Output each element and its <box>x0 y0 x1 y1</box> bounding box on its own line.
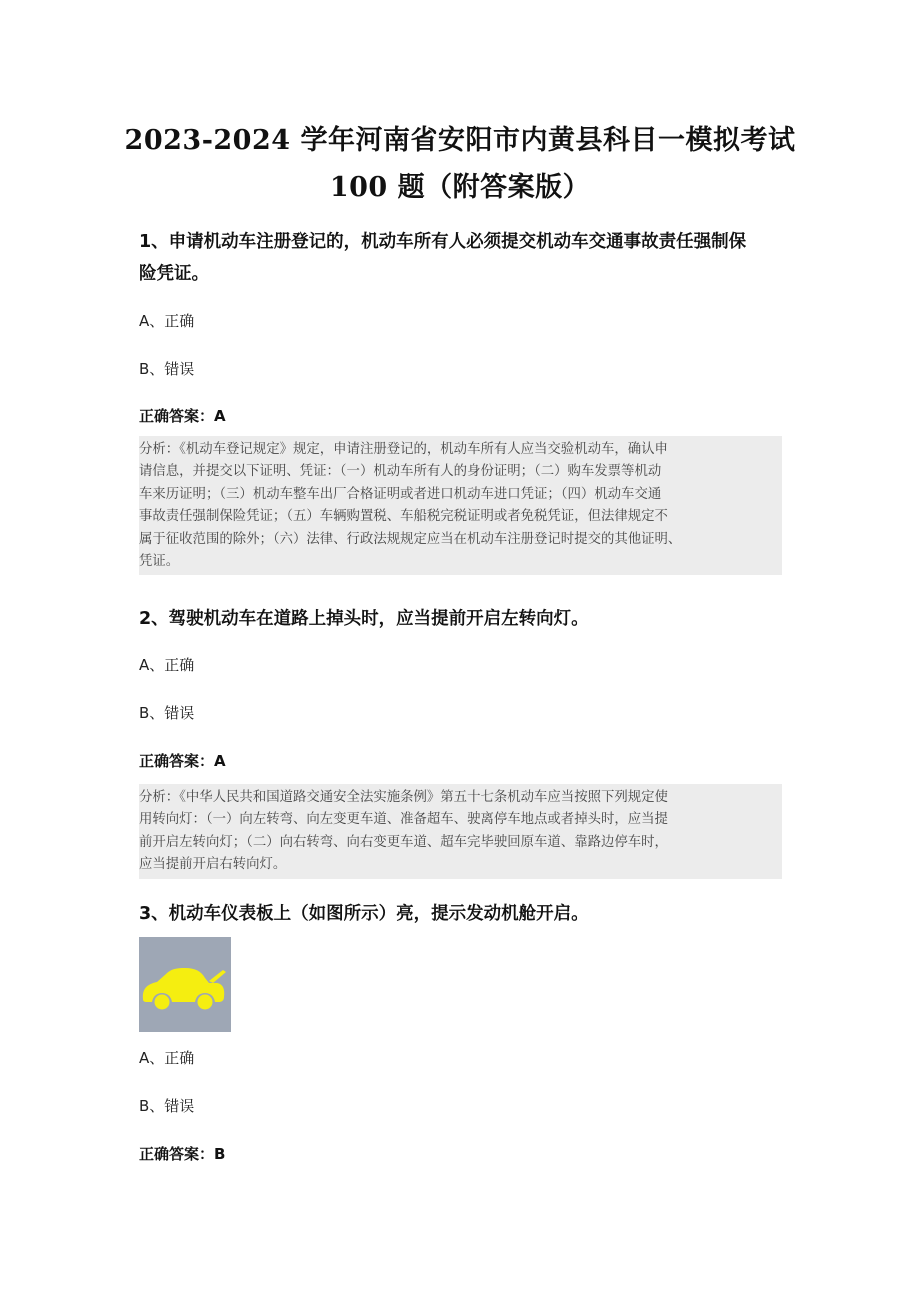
question-3-option-a[interactable]: A、正确 <box>139 1049 195 1067</box>
question-3-option-b[interactable]: B、错误 <box>139 1097 195 1115</box>
analysis-line: 分析：《中华人民共和国道路交通安全法实施条例》第五十七条机动车应当按照下列规定使 <box>139 790 668 805</box>
analysis-line: 凭证。 <box>139 554 180 570</box>
question-1-title <box>139 226 789 290</box>
analysis-line: 事故责任强制保险凭证；（五）车辆购置税、车船税完税证明或者免税凭证，但法律规定不 <box>139 509 668 525</box>
question-3-answer: 正确答案：B <box>139 1145 226 1163</box>
analysis-line: 属于征收范围的除外；（六）法律、行政法规规定应当在机动车注册登记时提交的其他证明、 <box>139 531 682 547</box>
analysis-line: 请信息，并提交以下证明、凭证：（一）机动车所有人的身份证明；（二）购车发票等机动 <box>139 464 662 480</box>
car-wheel <box>198 995 213 1010</box>
question-1-option-b[interactable]: B、错误 <box>139 360 195 378</box>
question-2-analysis <box>139 784 782 879</box>
car-hood-open-icon <box>139 937 231 1032</box>
question-1-title-line-2: 险凭证。 <box>139 264 209 284</box>
analysis-line: 前开启左转向灯；（二）向右转弯、向右变更车道、超车完毕驶回原车道、靠路边停车时， <box>139 834 668 850</box>
analysis-line: 分析：《机动车登记规定》规定，申请注册登记的，机动车所有人应当交验机动车，确认申 <box>139 442 668 457</box>
car-body <box>143 968 224 1002</box>
question-1-option-a[interactable]: A、正确 <box>139 312 195 330</box>
question-3-title <box>139 898 789 930</box>
car-hood <box>209 970 226 983</box>
document-title <box>120 117 800 211</box>
question-2-option-a[interactable]: A、正确 <box>139 656 195 674</box>
question-2-option-b[interactable]: B、错误 <box>139 704 195 722</box>
title-line-1: 2023-2024 学年河南省安阳市内黄县科目一模拟考试 <box>124 125 796 156</box>
question-2-title <box>139 603 789 635</box>
question-2-title-line-1: 2、驾驶机动车在道路上掉头时，应当提前开启左转向灯。 <box>139 609 589 629</box>
question-1-analysis <box>139 436 782 575</box>
car-wheel <box>155 995 170 1010</box>
question-1-answer: 正确答案：A <box>139 407 226 425</box>
analysis-line: 应当提前开启右转向灯。 <box>139 857 287 873</box>
analysis-line: 用转向灯：（一）向左转弯、向左变更车道、准备超车、驶离停车地点或者掉头时，应当提 <box>139 812 668 828</box>
analysis-line: 车来历证明；（三）机动车整车出厂合格证明或者进口机动车进口凭证；（四）机动车交通 <box>139 486 662 502</box>
car-hood-open-svg <box>139 937 231 1032</box>
question-1-title-line-1: 1、申请机动车注册登记的，机动车所有人必须提交机动车交通事故责任强制保 <box>139 232 747 252</box>
question-2-answer: 正确答案：A <box>139 752 226 770</box>
title-line-2: 100 题（附答案版） <box>329 172 591 203</box>
question-3-title-line-1: 3、机动车仪表板上（如图所示）亮，提示发动机舱开启。 <box>139 904 589 924</box>
